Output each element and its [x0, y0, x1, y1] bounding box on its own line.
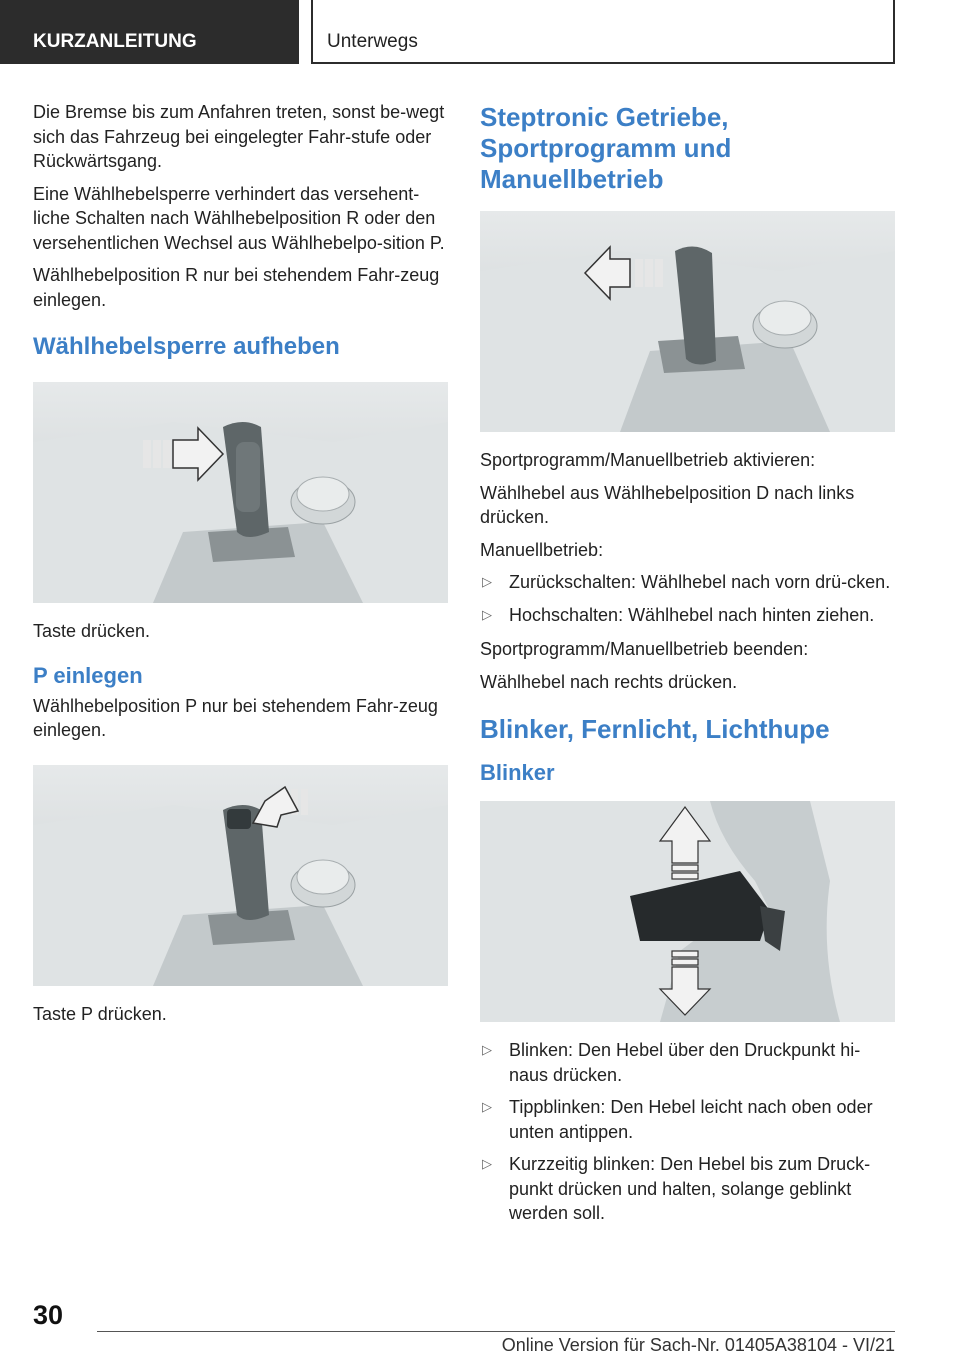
list-item: ▷ Tippblinken: Den Hebel leicht nach oben oder unten antippen. — [482, 1097, 873, 1142]
triangle-bullet-icon: ▷ — [482, 574, 492, 589]
list-item: ▷ Zurückschalten: Wählhebel nach vorn drü-cken. — [480, 570, 895, 595]
caption-p: Taste P drücken. — [33, 1003, 167, 1024]
paragraph-activate: Sportprogramm/Manuellbetrieb aktivieren: — [480, 450, 816, 470]
triangle-bullet-icon: ▷ — [482, 606, 492, 622]
list-item: ▷ Hochschalten: Wählhebel nach hinten ziehen. — [480, 603, 895, 628]
paragraph-p: Wählhebelposition P nur bei stehendem Fahr-zeug einlegen. — [33, 695, 438, 740]
paragraph-reverse: Wählhebelposition R nur bei stehendem Fahr-zeug einlegen. — [33, 265, 440, 310]
blinker-list — [480, 1038, 895, 1226]
heading-unlock: Wählhebelsperre aufheben — [33, 333, 340, 360]
list-item: ▷ Blinken: Den Hebel über den Druckpunkt hi-naus drücken. — [482, 1040, 861, 1085]
figure-blinker — [480, 801, 895, 1022]
section-tab — [0, 0, 299, 64]
triangle-bullet-icon: ▷ — [482, 1156, 492, 1171]
heading-steptronic: Steptronic Getriebe, Sportprogramm und Manuellbetrieb — [480, 102, 732, 194]
figure-steptronic — [480, 211, 895, 432]
chapter-title: Unterwegs — [327, 31, 418, 52]
figure-gear-lever-unlock — [33, 382, 448, 603]
footer-divider — [97, 1331, 895, 1332]
footer-version: Online Version für Sach-Nr. 01405A38104 - VI/21 — [501, 1335, 895, 1355]
caption-unlock: Taste drücken. — [33, 621, 151, 641]
paragraph-lever-left: Wählhebel aus Wählhebelposition D nach links drücken. — [480, 482, 855, 527]
paragraph-manual: Manuellbetrieb: — [480, 539, 604, 560]
heading-p: P einlegen — [33, 662, 143, 688]
paragraph-lever-right: Wählhebel nach rechts drücken. — [480, 671, 738, 692]
paragraph-end: Sportprogramm/Manuellbetrieb beenden: — [480, 639, 809, 659]
paragraph-brake: Die Bremse bis zum Anfahren treten, sonst be-wegt sich das Fahrzeug bei eingelegter Fahr-stufe oder Rückwärtsgang. — [33, 102, 445, 171]
chapter-tab — [311, 0, 895, 64]
figure-gear-lever-p — [33, 765, 448, 986]
triangle-bullet-icon: ▷ — [482, 1099, 492, 1114]
manual-list — [480, 570, 895, 627]
triangle-bullet-icon: ▷ — [482, 1042, 492, 1057]
list-item: ▷ Kurzzeitig blinken: Den Hebel bis zum Druck-punkt drücken und halten, solange geblinkt werden soll. — [482, 1154, 871, 1223]
section-title: KURZANLEITUNG — [33, 31, 197, 52]
paragraph-lock: Eine Wählhebelsperre verhindert das versehent-liche Schalten nach Wählhebelposition R oder den versehentlichen Wechsel aus Wählhebelpo-sition P. — [33, 183, 445, 253]
heading-blinker: Blinker — [480, 760, 555, 785]
right-column — [480, 100, 895, 1236]
page-number: 30 — [33, 1300, 64, 1330]
left-column — [33, 100, 448, 1034]
heading-blinker-main: Blinker, Fernlicht, Lichthupe — [480, 714, 830, 744]
